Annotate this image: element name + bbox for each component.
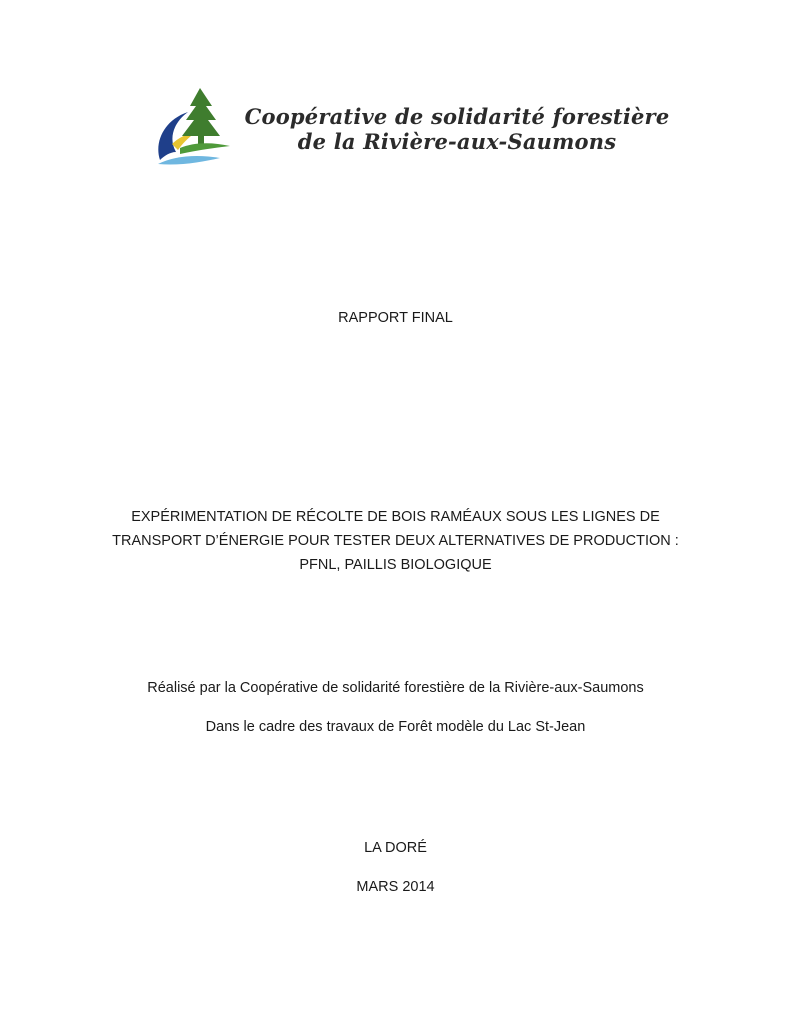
title-line-1: EXPÉRIMENTATION DE RÉCOLTE DE BOIS RAMÉAUX SOUS LES LIGNES DE [131,509,660,525]
cadre-text: Dans le cadre des travaux de Forêt modèle du Lac St-Jean [205,719,586,735]
report-type: RAPPORT FINAL [338,310,453,326]
organization-logo [150,82,670,172]
title-line-3: PFNL, PAILLIS BIOLOGIQUE [299,557,492,573]
title-line-2: TRANSPORT D’ÉNERGIE POUR TESTER DEUX ALTERNATIVES DE PRODUCTION : [112,533,679,549]
report-title [0,505,791,577]
location: LA DORÉ [364,840,427,856]
logo-line-1: Coopérative de solidarité forestière [244,104,670,129]
realise-par-text: Réalisé par la Coopérative de solidarité forestière de la Rivière-aux-Saumons [147,680,644,696]
report-date: MARS 2014 [356,879,435,895]
logo-line-2: de la Rivière-aux-Saumons [297,129,617,154]
logo-wordmark [242,104,672,154]
tree-swoosh-logo-icon [150,82,242,172]
